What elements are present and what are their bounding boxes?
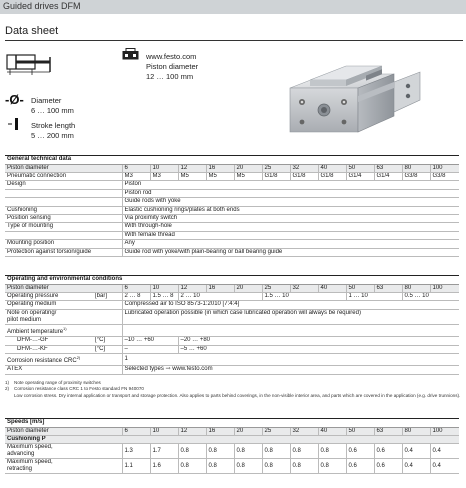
operating-section-title: Operating and environmental conditions — [5, 276, 459, 285]
table-cell: G1/4 — [346, 172, 374, 180]
table-cell: 25 — [262, 427, 290, 435]
stroke-length-icon — [7, 117, 27, 131]
table-cell: Ambient temperature$^{1)}$ — [5, 324, 122, 336]
table-cell: 80 — [402, 427, 430, 435]
table-cell: 25 — [262, 164, 290, 172]
document-header-bar — [0, 0, 466, 14]
footnote: 1) Note operating range of proximity switches — [5, 380, 101, 385]
table-cell: 0.8 — [234, 459, 262, 474]
table-cell: Position sensing — [5, 214, 122, 222]
table-cell: Operating pressure — [5, 292, 93, 300]
table-cell: Maximum speed, advancing — [5, 444, 122, 459]
web-piston-label: Piston diameter — [146, 62, 199, 71]
table-cell: [°C] — [93, 345, 122, 353]
table-row — [5, 181, 459, 189]
table-cell — [93, 284, 122, 292]
table-cell: ATEX — [5, 366, 122, 374]
table-cell: 0.8 — [178, 444, 206, 459]
web-info — [146, 52, 198, 82]
table-cell: Corrosion resistance CRC$^{2)}$ — [5, 353, 122, 365]
table-cell: 32 — [290, 164, 318, 172]
diameter-info — [31, 96, 74, 116]
table-cell: 16 — [206, 164, 234, 172]
diameter-label: Diameter — [31, 96, 62, 105]
table-cell: 2 … 10 — [178, 292, 262, 300]
table-cell: 1 … 10 — [346, 292, 402, 300]
table-cell: 100 — [430, 284, 459, 292]
table-cell: Note on operating/ pilot medium — [5, 309, 122, 324]
table-row — [5, 206, 459, 214]
table-row — [5, 427, 459, 435]
table-cell: Piston diameter — [5, 164, 122, 172]
table-row — [5, 223, 459, 231]
table-cell: 0.8 — [234, 444, 262, 459]
table-row — [5, 240, 459, 248]
document-header-title: Guided drives DFM — [3, 1, 81, 11]
table-cell: 25 — [262, 284, 290, 292]
table-cell: Any — [122, 240, 459, 248]
table-cell: 12 — [178, 284, 206, 292]
table-cell: G1/8 — [318, 172, 346, 180]
table-cell: 0.8 — [206, 444, 234, 459]
table-row — [5, 309, 459, 324]
table-cell: 1.5 … 8 — [150, 292, 178, 300]
table-cell: –5 … +60 — [178, 345, 459, 353]
table-cell: M3 — [150, 172, 178, 180]
table-cell: 10 — [150, 284, 178, 292]
table-cell: G1/8 — [262, 172, 290, 180]
table-cell — [5, 198, 122, 206]
web-url[interactable]: www.festo.com — [146, 52, 197, 61]
table-cell: M5 — [206, 172, 234, 180]
table-cell: Compressed air to ISO 8573-1:2010 [7:4:4] — [122, 301, 459, 309]
table-cell: Piston — [122, 181, 459, 189]
table-cell: 0.6 — [346, 444, 374, 459]
table-row — [5, 292, 459, 300]
table-row — [5, 345, 459, 353]
table-cell: [°C] — [93, 337, 122, 345]
product-image — [286, 52, 426, 142]
table-cell: Piston diameter — [5, 427, 122, 435]
web-link-icon — [122, 48, 139, 60]
table-cell: 50 — [346, 284, 374, 292]
table-cell: 40 — [318, 164, 346, 172]
table-cell: 6 — [122, 284, 150, 292]
table-cell: Pneumatic connection — [5, 172, 122, 180]
table-cell: 80 — [402, 284, 430, 292]
table-cell: M3 — [122, 172, 150, 180]
table-cell: 10 — [150, 164, 178, 172]
table-cell: Piston rod — [122, 189, 459, 197]
web-piston-range: 12 … 100 mm — [146, 72, 194, 81]
table-cell: 0.8 — [290, 444, 318, 459]
table-row — [5, 248, 459, 256]
table-cell: Operating medium — [5, 301, 122, 309]
table-cell: 0.4 — [402, 444, 430, 459]
general-section-title: General technical data — [5, 156, 459, 165]
table-row — [5, 198, 459, 206]
table-cell — [5, 189, 122, 197]
stroke-label: Stroke length — [31, 121, 76, 130]
speeds-table — [5, 418, 459, 474]
table-cell: 0.4 — [430, 459, 459, 474]
table-cell: 1.3 — [122, 444, 150, 459]
table-cell: Protection against torsion/guide — [5, 248, 122, 256]
table-cell: 20 — [234, 284, 262, 292]
table-cell: 20 — [234, 164, 262, 172]
table-cell: 0.8 — [178, 459, 206, 474]
table-cell: G1/4 — [374, 172, 402, 180]
table-cell: 1.7 — [150, 444, 178, 459]
table-cell: 0.8 — [262, 444, 290, 459]
pneumatic-symbol-icon — [6, 49, 52, 77]
table-cell: 6 — [122, 427, 150, 435]
stroke-range: 5 … 200 mm — [31, 131, 74, 140]
table-cell: 0.8 — [262, 459, 290, 474]
table-cell: G1/8 — [290, 172, 318, 180]
table-cell: 16 — [206, 427, 234, 435]
table-cell: Mounting position — [5, 240, 122, 248]
table-cell: [bar] — [93, 292, 122, 300]
cushioning-subheader: Cushioning P — [5, 435, 459, 443]
table-cell: Via proximity switch — [122, 214, 459, 222]
table-row — [5, 366, 459, 374]
table-row — [5, 284, 459, 292]
table-cell: – — [122, 345, 178, 353]
table-cell: M5 — [178, 172, 206, 180]
table-cell: Type of mounting — [5, 223, 122, 231]
table-cell: 0.8 — [206, 459, 234, 474]
table-cell: 40 — [318, 427, 346, 435]
table-cell: 100 — [430, 164, 459, 172]
table-row — [5, 324, 459, 336]
table-row — [5, 301, 459, 309]
table-cell: 0.4 — [402, 459, 430, 474]
table-cell: –20 … +80 — [178, 337, 459, 345]
table-cell: 80 — [402, 164, 430, 172]
table-cell: With through-hole — [122, 223, 459, 231]
footnotes — [5, 380, 465, 399]
table-cell: DFM-…-KF — [5, 345, 93, 353]
diameter-icon: -Ø- — [5, 92, 24, 107]
table-cell: 32 — [290, 284, 318, 292]
table-row — [5, 353, 459, 365]
table-cell: 63 — [374, 427, 402, 435]
title-rule — [5, 40, 463, 41]
table-cell: 1.6 — [150, 459, 178, 474]
atex-link[interactable]: Selected types ⇾ www.festo.com — [122, 366, 459, 374]
table-cell: Lubricated operation possible (in which case lubricated operation will always be required) — [122, 309, 459, 324]
table-cell: 32 — [290, 427, 318, 435]
table-cell: 63 — [374, 284, 402, 292]
table-cell: 63 — [374, 164, 402, 172]
table-row — [5, 337, 459, 345]
table-cell: Guide rods with yoke — [122, 198, 459, 206]
table-cell: Design — [5, 181, 122, 189]
table-cell: Elastic cushioning rings/plates at both ends — [122, 206, 459, 214]
table-cell: 0.8 — [290, 459, 318, 474]
table-cell: G3/8 — [402, 172, 430, 180]
table-cell: 6 — [122, 164, 150, 172]
table-cell: 10 — [150, 427, 178, 435]
table-cell: With female thread — [122, 231, 459, 239]
table-cell: 1.5 … 10 — [262, 292, 346, 300]
table-cell: DFM-…-GF — [5, 337, 93, 345]
table-cell: 0.6 — [374, 444, 402, 459]
table-cell: 0.4 — [430, 444, 459, 459]
table-cell: –10 … +60 — [122, 337, 178, 345]
table-cell: 12 — [178, 164, 206, 172]
table-cell: 50 — [346, 427, 374, 435]
table-cell: Maximum speed, retracting — [5, 459, 122, 474]
table-cell: 50 — [346, 164, 374, 172]
table-cell: Guide rod with yoke/with plain-bearing or ball bearing guide — [122, 248, 459, 256]
table-cell: 16 — [206, 284, 234, 292]
table-cell — [122, 324, 459, 336]
table-cell: 0.8 — [318, 444, 346, 459]
table-cell: Piston diameter — [5, 284, 93, 292]
table-cell: 12 — [178, 427, 206, 435]
table-cell: 0.6 — [374, 459, 402, 474]
general-technical-data-table — [5, 155, 459, 257]
table-cell: 0.6 — [346, 459, 374, 474]
operating-conditions-table — [5, 275, 459, 375]
diameter-range: 6 … 100 mm — [31, 106, 74, 115]
table-cell: 2 … 8 — [122, 292, 150, 300]
footnote: 2) Corrosion resistance class CRC 1 to Festo standard FN 940070 — [5, 386, 144, 392]
table-cell: 20 — [234, 427, 262, 435]
footnote: Low corrosion stress. Dry internal application or transport and storage protection. Also applies to parts behind coverings, in the non-visible interior area, and parts which are covered in the application (e.g. drive trunnions). — [14, 392, 461, 398]
table-cell: 1 — [122, 353, 459, 365]
table-row — [5, 444, 459, 459]
table-row — [5, 189, 459, 197]
table-cell: 100 — [430, 427, 459, 435]
stroke-info — [31, 121, 75, 141]
table-row — [5, 214, 459, 222]
table-cell — [5, 231, 122, 239]
table-cell: G3/8 — [430, 172, 459, 180]
table-row — [5, 164, 459, 172]
table-cell: 0.5 … 10 — [402, 292, 459, 300]
speeds-section-title: Speeds [m/s] — [5, 419, 459, 428]
table-cell: 40 — [318, 284, 346, 292]
table-row — [5, 172, 459, 180]
table-cell: 0.8 — [318, 459, 346, 474]
table-cell: 1.1 — [122, 459, 150, 474]
table-row — [5, 459, 459, 474]
page-title: Data sheet — [5, 25, 59, 37]
table-row — [5, 231, 459, 239]
table-cell: M5 — [234, 172, 262, 180]
table-cell: Cushioning — [5, 206, 122, 214]
